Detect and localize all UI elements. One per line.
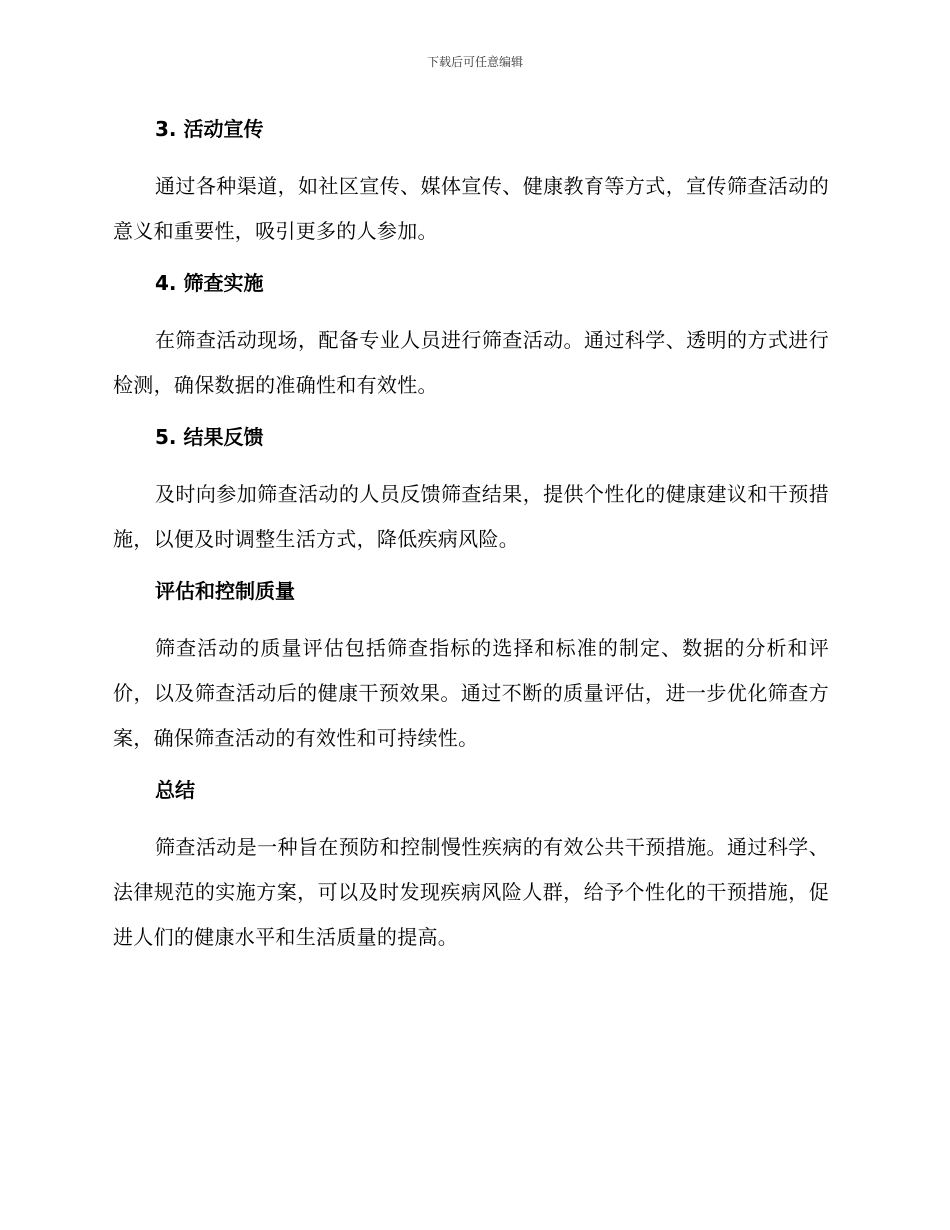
section-heading: 5. 结果反馈 (155, 425, 264, 449)
section-paragraph: 在筛查活动现场，配备专业人员进行筛查活动。通过科学、透明的方式进行检测，确保数据的准确性和有效性。 (113, 328, 829, 397)
section-heading: 评估和控制质量 (155, 579, 295, 603)
section-paragraph: 筛查活动的质量评估包括筛查指标的选择和标准的制定、数据的分析和评价，以及筛查活动后的健康干预效果。通过不断的质量评估，进一步优化筛查方案，确保筛查活动的有效性和可持续性。 (113, 636, 829, 750)
section-paragraph: 通过各种渠道，如社区宣传、媒体宣传、健康教育等方式，宣传筛查活动的意义和重要性，吸引更多的人参加。 (113, 174, 829, 243)
section-heading: 4. 筛查实施 (155, 271, 264, 295)
section-paragraph: 及时向参加筛查活动的人员反馈筛查结果，提供个性化的健康建议和干预措施，以便及时调整生活方式，降低疾病风险。 (113, 482, 829, 551)
section-heading: 3. 活动宣传 (155, 117, 264, 141)
page-header-note: 下载后可任意编辑 (426, 55, 523, 69)
section-activity-promotion (113, 112, 829, 254)
section-heading: 总结 (155, 778, 195, 802)
section-quality-evaluation (113, 574, 829, 761)
section-screening-implementation (113, 266, 829, 408)
section-summary (113, 773, 829, 960)
section-paragraph: 筛查活动是一种旨在预防和控制慢性疾病的有效公共干预措施。通过科学、法律规范的实施方案，可以及时发现疾病风险人群，给予个性化的干预措施，促进人们的健康水平和生活质量的提高。 (113, 835, 829, 949)
document-body (113, 112, 829, 972)
section-result-feedback (113, 420, 829, 562)
